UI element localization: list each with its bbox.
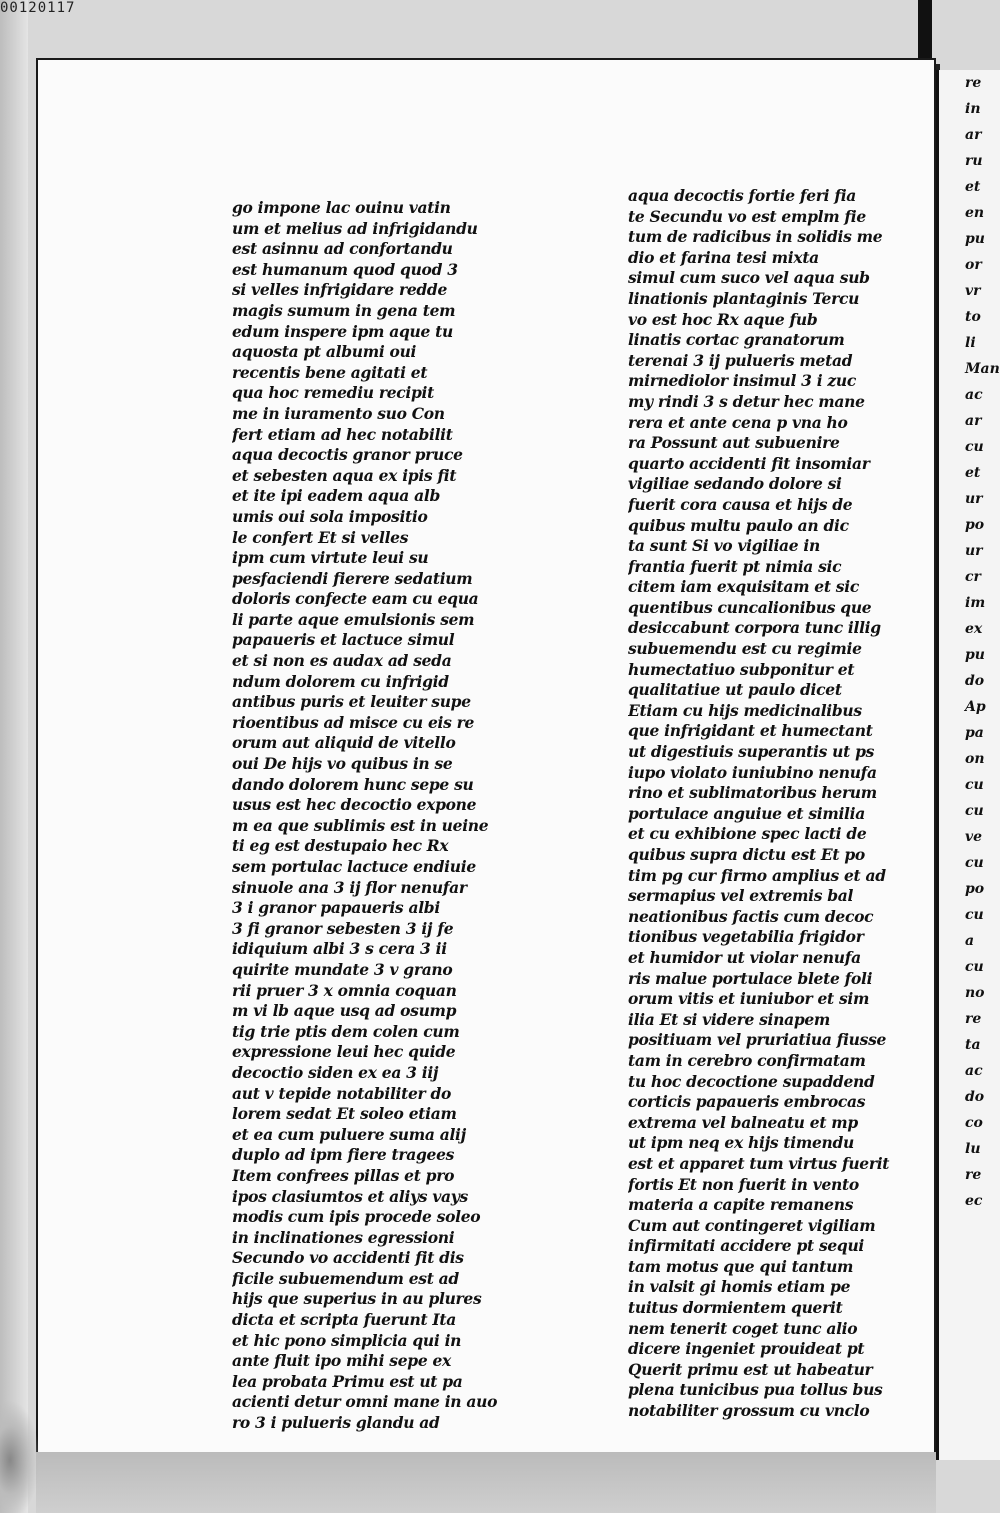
text-line: decoctio siden ex ea 3 iij (232, 1062, 439, 1082)
text-line: papaueris et lactuce simul (232, 630, 455, 650)
text-line: 3 fi granor sebesten 3 ij fe (232, 918, 454, 938)
text-line: in valsit gi homis etiam pe (628, 1277, 851, 1297)
text-line: quirite mundate 3 v grano (232, 959, 453, 979)
adjacent-text-fragment: vr (965, 283, 981, 299)
text-line: sermapius vel extremis bal (628, 886, 854, 906)
adjacent-text-fragment: cr (965, 569, 981, 585)
adjacent-text-fragment: pa (965, 725, 984, 741)
text-line: ro 3 i pulueris glandu ad (232, 1413, 440, 1433)
text-line: tam in cerebro confirmatam (628, 1050, 866, 1070)
text-line: umis oui sola impositio (232, 506, 428, 526)
adjacent-text-fragment: re (965, 1167, 982, 1183)
adjacent-text-fragment: cu (965, 439, 984, 455)
text-line: que infrigidant et humectant (628, 721, 873, 741)
text-line: tionibus vegetabilia frigidor (628, 927, 864, 947)
text-line: fortis Et non fuerit in vento (628, 1174, 859, 1194)
text-line: idiquium albi 3 s cera 3 ii (232, 939, 447, 959)
text-line: notabiliter grossum cu vnclo (628, 1401, 870, 1421)
adjacent-text-fragment: lu (965, 1141, 981, 1157)
left-text-column (232, 198, 512, 1434)
text-line: corticis papaueris embrocas (628, 1092, 866, 1112)
text-line: aqua decoctis granor pruce (232, 445, 463, 465)
adjacent-text-fragment: ac (965, 387, 983, 403)
text-line: ta sunt Si vo vigiliae in (628, 536, 820, 556)
text-line: tum de radicibus in solidis me (628, 227, 883, 247)
text-line: quibus multu paulo an dic (628, 515, 849, 535)
adjacent-text-fragment: po (965, 881, 985, 897)
adjacent-text-fragment: cu (965, 855, 984, 871)
adjacent-text-fragment: co (965, 1115, 983, 1131)
adjacent-text-fragment: ex (965, 621, 983, 637)
text-line: rioentibus ad misce cu eis re (232, 712, 475, 732)
text-line: me in iuramento suo Con (232, 403, 445, 423)
text-line: in inclinationes egressioni (232, 1227, 455, 1247)
text-line: modis cum ipis procede soleo (232, 1207, 481, 1227)
right-text-column (628, 186, 908, 1422)
text-line: go impone lac ouinu vatin (232, 198, 451, 217)
text-line: materia a capite remanens (628, 1195, 854, 1215)
text-line: sinuole ana 3 ij flor nenufar (232, 877, 467, 897)
text-line: m vi lb aque usq ad osump (232, 1001, 457, 1021)
text-line: simul cum suco vel aqua sub (628, 268, 870, 288)
text-line: vo est hoc Rx aque fub (628, 309, 818, 329)
text-line: antibus puris et leuiter supe (232, 692, 471, 712)
text-line: my rindi 3 s detur hec mane (628, 391, 865, 411)
text-line: sem portulac lactuce endiuie (232, 857, 476, 876)
text-line: tig trie ptis dem colen cum (232, 1021, 460, 1041)
adjacent-text-fragment: im (965, 595, 986, 611)
adjacent-text-fragment: ta (965, 1037, 981, 1053)
text-line: terenai 3 ij pulueris metad (628, 350, 853, 370)
text-line: rii pruer 3 x omnia coquan (232, 980, 457, 1000)
text-line: plena tunicibus pua tollus bus (628, 1380, 883, 1400)
adjacent-text-fragment: pu (965, 231, 985, 247)
adjacent-text-fragment: ur (965, 543, 983, 559)
adjacent-text-fragment: en (965, 205, 985, 221)
text-line: ut ipm neq ex hijs timendu (628, 1133, 854, 1153)
text-line: positiuam vel pruriatiua fiusse (628, 1030, 887, 1050)
text-line: ris malue portulace blete foli (628, 968, 873, 988)
text-line: est asinnu ad confortandu (232, 239, 453, 259)
text-line: qua hoc remediu recipit (232, 383, 435, 403)
adjacent-text-fragment: cu (965, 777, 984, 793)
adjacent-page-fragment (936, 70, 1000, 1460)
text-line: et sebesten aqua ex ipis fit (232, 465, 457, 485)
adjacent-text-fragment: no (965, 985, 985, 1001)
text-line: quarto accidenti fit insomiar (628, 453, 870, 473)
text-line: duplo ad ipm fiere tragees (232, 1145, 455, 1165)
text-line: desiccabunt corpora tunc illig (628, 618, 881, 638)
adjacent-text-fragment: on (965, 751, 985, 767)
adjacent-text-fragment: do (965, 1089, 985, 1105)
text-line: et humidor ut violar nenufa (628, 947, 861, 967)
text-line: rera et ante cena p vna ho (628, 412, 848, 432)
text-line: extrema vel balneatu et mp (628, 1112, 858, 1132)
text-line: et ea cum puluere suma alij (232, 1124, 466, 1144)
text-line: magis sumum in gena tem (232, 300, 456, 320)
adjacent-text-fragment: a (965, 933, 975, 949)
text-line: ante fluit ipo mihi sepe ex (232, 1351, 451, 1371)
adjacent-text-fragment: ac (965, 1063, 983, 1079)
text-line: citem iam exquisitam et sic (628, 577, 859, 597)
text-line: dando dolorem hunc sepe su (232, 774, 474, 794)
adjacent-text-fragment: re (965, 1011, 982, 1027)
adjacent-text-fragment: or (965, 257, 982, 273)
text-line: humectatiuo subponitur et (628, 659, 855, 679)
text-line: mirnediolor insimul 3 i zuc (628, 371, 857, 391)
text-line: um et melius ad infrigidandu (232, 218, 478, 238)
text-line: tu hoc decoctione supaddend (628, 1071, 875, 1091)
text-line: fert etiam ad hec notabilit (232, 424, 453, 444)
thumb-shadow (0, 1400, 40, 1513)
adjacent-text-fragment: ar (965, 127, 982, 143)
text-line: linationis plantaginis Tercu (628, 288, 860, 308)
text-line: doloris confecte eam cu equa (232, 589, 479, 609)
text-line: expressione leui hec quide (232, 1042, 456, 1062)
adjacent-text-fragment: Man (965, 361, 1000, 377)
text-line: tuitus dormientem querit (628, 1298, 843, 1318)
adjacent-text-fragment: do (965, 673, 985, 689)
text-line: neationibus factis cum decoc (628, 906, 874, 926)
adjacent-text-fragment: re (965, 75, 982, 91)
text-line: iupo violato iuniubino nenufa (628, 762, 877, 782)
text-line: orum vitis et iuniubor et sim (628, 989, 870, 1009)
text-line: Cum aut contingeret vigiliam (628, 1215, 876, 1235)
text-line: subuemendu est cu regimie (628, 639, 862, 659)
text-line: dio et farina tesi mixta (628, 247, 819, 267)
text-line: li parte aque emulsionis sem (232, 609, 475, 629)
adjacent-text-fragment: pu (965, 647, 985, 663)
text-line: Etiam cu hijs medicinalibus (628, 700, 862, 720)
left-gutter (0, 0, 28, 1513)
text-line: orum aut aliquid de vitello (232, 733, 456, 753)
text-line: et ite ipi eadem aqua alb (232, 486, 440, 506)
text-line: oui De hijs vo quibus in se (232, 754, 453, 774)
text-line: et si non es audax ad seda (232, 651, 452, 671)
text-line: usus est hec decoctio expone (232, 795, 477, 815)
adjacent-text-fragment: po (965, 517, 985, 533)
adjacent-text-fragment: ru (965, 153, 983, 169)
bottom-shadow (36, 1452, 936, 1513)
text-line: et hic pono simplicia qui in (232, 1330, 462, 1350)
adjacent-text-fragment: et (965, 179, 981, 195)
text-line: dicere ingeniet prouideat pt (628, 1339, 865, 1359)
text-line: te Secundu vo est emplm fie (628, 206, 866, 226)
text-line: le confert Et si velles (232, 527, 409, 547)
corner-label: 00120117 (0, 0, 76, 16)
text-line: ndum dolorem cu infrigid (232, 671, 449, 691)
text-line: lorem sedat Et soleo etiam (232, 1104, 457, 1124)
text-line: aquosta pt albumi oui (232, 342, 417, 362)
text-line: aqua decoctis fortie feri fia (628, 186, 857, 205)
adjacent-text-fragment: ve (965, 829, 983, 845)
text-line: lea probata Primu est ut pa (232, 1371, 463, 1391)
adjacent-text-fragment: cu (965, 907, 984, 923)
text-line: dicta et scripta fuerunt Ita (232, 1310, 456, 1330)
text-line: ipos clasiumtos et aliys vays (232, 1186, 468, 1206)
text-line: recentis bene agitati et (232, 362, 428, 382)
text-line: ti eg est destupaio hec Rx (232, 836, 449, 856)
adjacent-text-fragment: to (965, 309, 981, 325)
text-line: linatis cortac granatorum (628, 330, 845, 350)
text-line: fuerit cora causa et hijs de (628, 494, 853, 514)
text-line: ipm cum virtute leui su (232, 548, 429, 568)
text-line: est humanum quod quod 3 (232, 259, 458, 279)
text-line: edum inspere ipm aque tu (232, 321, 453, 341)
text-line: qualitatiue ut paulo dicet (628, 680, 842, 700)
text-line: si velles infrigidare redde (232, 280, 448, 300)
text-line: tam motus que qui tantum (628, 1256, 854, 1276)
text-line: portulace anguiue et similia (628, 803, 865, 823)
text-line: acienti detur omni mane in auo (232, 1392, 498, 1412)
adjacent-text-fragment: ar (965, 413, 982, 429)
adjacent-text-fragment: ur (965, 491, 983, 507)
text-line: Item confrees pillas et pro (232, 1165, 455, 1185)
text-line: et cu exhibione spec lacti de (628, 824, 867, 844)
text-line: rino et sublimatoribus herum (628, 783, 877, 803)
text-line: Querit primu est ut habeatur (628, 1359, 873, 1379)
adjacent-text-fragment: cu (965, 959, 984, 975)
text-line: tim pg cur firmo amplius et ad (628, 865, 886, 885)
text-line: infirmitati accidere pt sequi (628, 1236, 865, 1256)
text-line: aut v tepide notabiliter do (232, 1083, 452, 1103)
text-line: pesfaciendi fierere sedatium (232, 568, 473, 588)
adjacent-text-fragment: cu (965, 803, 984, 819)
text-line: quentibus cuncalionibus que (628, 597, 872, 617)
text-line: vigiliae sedando dolore si (628, 474, 842, 494)
text-line: ut digestiuis superantis ut ps (628, 742, 875, 762)
text-line: nem tenerit coget tunc alio (628, 1318, 858, 1338)
text-line: 3 i granor papaueris albi (232, 898, 440, 918)
text-line: est et apparet tum virtus fuerit (628, 1153, 890, 1173)
text-line: ra Possunt aut subuenire (628, 433, 840, 453)
adjacent-text-fragment: ec (965, 1193, 983, 1209)
text-line: m ea que sublimis est in ueine (232, 815, 489, 835)
adjacent-text-fragment: li (965, 335, 976, 351)
adjacent-text-fragment: et (965, 465, 981, 481)
adjacent-text-fragment: in (965, 101, 981, 117)
text-line: ficile subuemendum est ad (232, 1268, 459, 1288)
text-line: frantia fuerit pt nimia sic (628, 556, 842, 576)
adjacent-text-fragment: Ap (965, 699, 986, 715)
text-line: hijs que superius in au plures (232, 1289, 482, 1309)
text-line: quibus supra dictu est Et po (628, 845, 865, 864)
text-line: Secundo vo accidenti fit dis (232, 1248, 464, 1268)
text-line: ilia Et si videre sinapem (628, 1009, 831, 1029)
